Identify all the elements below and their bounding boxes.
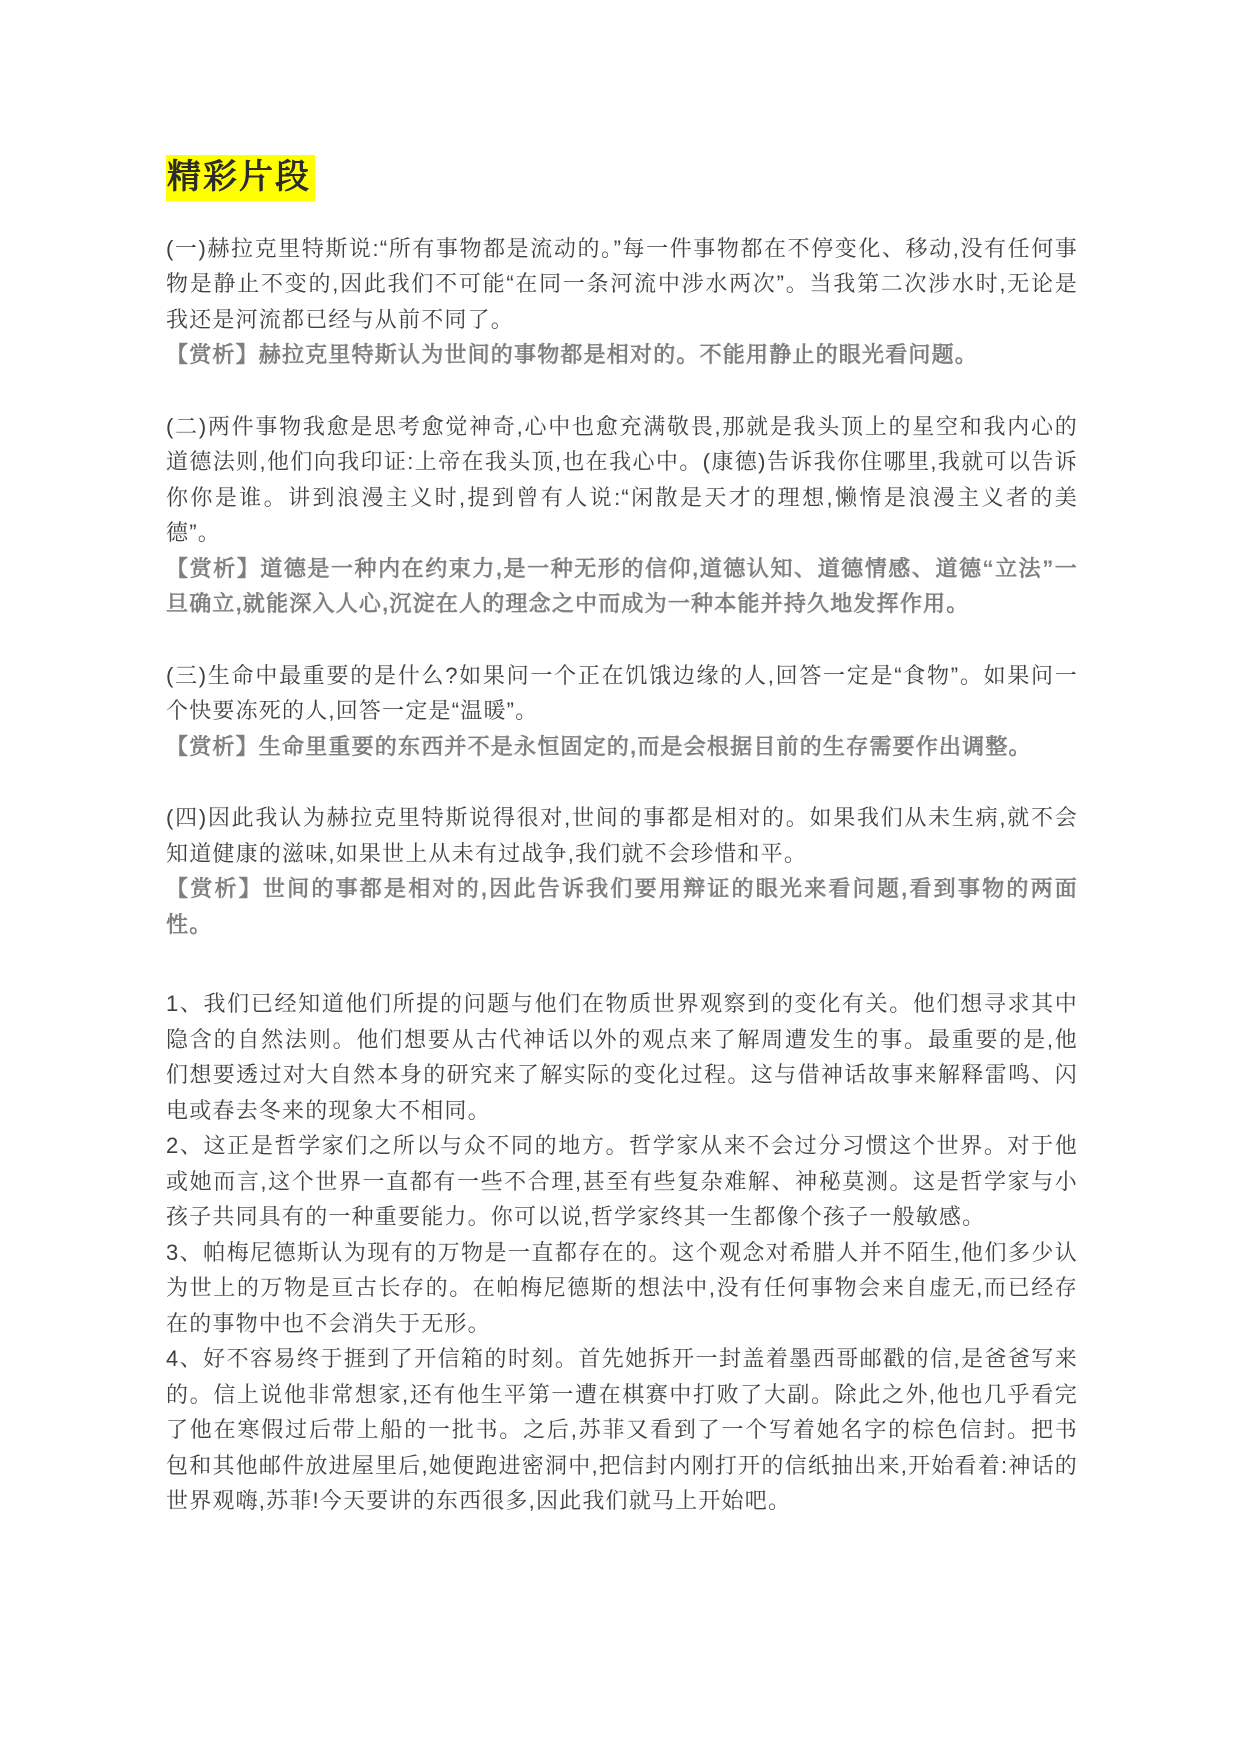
excerpt-text: (二)两件事物我愈是思考愈觉神奇,心中也愈充满敬畏,那就是我头顶上的星空和我内心的道德法则,他们向我印证:上帝在我头顶,也在我心中。(康德)告诉我你住哪里,我就可以告诉你你是谁。讲到浪漫主义时,提到曾有人说:“闲散是天才的理想,懒惰是浪漫主义者的美德”。 bbox=[166, 413, 1078, 545]
note-item-1: 1、我们已经知道他们所提的问题与他们在物质世界观察到的变化有关。他们想寻求其中隐含的自然法则。他们想要从古代神话以外的观点来了解周遭发生的事。最重要的是,他们想要透过对大自然本身的研究来了解实际的变化过程。这与借神话故事来解释雷鸣、闪电或春去冬来的现象大不相同。 bbox=[166, 991, 1078, 1123]
excerpt-section-1 bbox=[166, 231, 1078, 373]
excerpt-text: (四)因此我认为赫拉克里特斯说得很对,世间的事都是相对的。如果我们从未生病,就不会知道健康的滋味,如果世上从未有过战争,我们就不会珍惜和平。 bbox=[166, 805, 1078, 866]
excerpt-text: (三)生命中最重要的是什么?如果问一个正在饥饿边缘的人,回答一定是“食物”。如果问一个快要冻死的人,回答一定是“温暖”。 bbox=[166, 662, 1078, 723]
note-item-3: 3、帕梅尼德斯认为现有的万物是一直都存在的。这个观念对希腊人并不陌生,他们多少认为世上的万物是亘古长存的。在帕梅尼德斯的想法中,没有任何事物会来自虚无,而已经存在的事物中也不会消失于无形。 bbox=[166, 1239, 1078, 1336]
annotation-text: 【赏析】生命里重要的东西并不是永恒固定的,而是会根据目前的生存需要作出调整。 bbox=[166, 733, 1032, 759]
annotation-text: 【赏析】赫拉克里特斯认为世间的事物都是相对的。不能用静止的眼光看问题。 bbox=[166, 342, 979, 367]
note-item-2: 2、这正是哲学家们之所以与众不同的地方。哲学家从来不会过分习惯这个世界。对于他或她而言,这个世界一直都有一些不合理,甚至有些复杂难解、神秘莫测。这是哲学家与小孩子共同具有的一种重要能力。你可以说,哲学家终其一生都像个孩子一般敏感。 bbox=[166, 1133, 1078, 1229]
excerpt-section-2 bbox=[166, 409, 1078, 622]
numbered-notes bbox=[166, 986, 1078, 1519]
note-item-4: 4、好不容易终于捱到了开信箱的时刻。首先她拆开一封盖着墨西哥邮戳的信,是爸爸写来的。信上说他非常想家,还有他生平第一遭在棋赛中打败了大副。除此之外,他也几乎看完了他在寒假过后带上船的一批书。之后,苏菲又看到了一个写着她名字的棕色信封。把书包和其他邮件放进屋里后,她便跑进密洞中,把信封内刚打开的信纸抽出来,开始看着:神话的世界观嗨,苏菲!今天要讲的东西很多,因此我们就马上开始吧。 bbox=[166, 1346, 1078, 1513]
annotation-text: 【赏析】世间的事都是相对的,因此告诉我们要用辩证的眼光来看问题,看到事物的两面性。 bbox=[166, 876, 1078, 937]
annotation-text: 【赏析】道德是一种内在约束力,是一种无形的信仰,道德认知、道德情感、道德“立法”一旦确立,就能深入人心,沉淀在人的理念之中而成为一种本能并持久地发挥作用。 bbox=[166, 555, 1078, 616]
excerpt-text: (一)赫拉克里特斯说:“所有事物都是流动的。”每一件事物都在不停变化、移动,没有任何事物是静止不变的,因此我们不可能“在同一条河流中涉水两次”。当我第二次涉水时,无论是我还是河流都已经与从前不同了。 bbox=[166, 235, 1078, 332]
page-title: 精彩片段 bbox=[166, 155, 315, 201]
excerpt-section-4 bbox=[166, 800, 1078, 942]
excerpt-section-3 bbox=[166, 658, 1078, 765]
